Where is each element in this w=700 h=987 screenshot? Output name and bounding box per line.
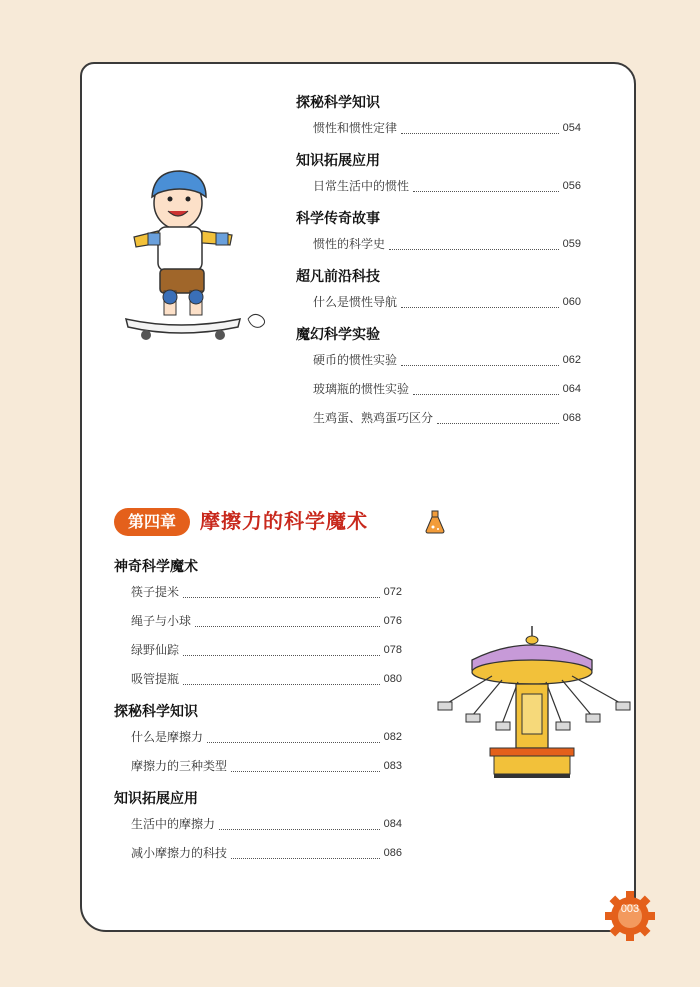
toc-leader-dots bbox=[183, 684, 380, 685]
carousel-illustration bbox=[432, 624, 636, 784]
toc-entry-page: 060 bbox=[561, 288, 581, 317]
toc-entry-title: 减小摩擦力的科技 bbox=[131, 846, 231, 860]
toc-entry[interactable] bbox=[114, 810, 402, 839]
toc-leader-dots bbox=[401, 307, 559, 308]
toc-entry[interactable] bbox=[296, 114, 581, 143]
toc-entry-page: 072 bbox=[382, 578, 402, 607]
toc-entry-title: 生活中的摩擦力 bbox=[131, 817, 219, 831]
toc-entry-page: 054 bbox=[561, 114, 581, 143]
toc-section-heading: 探秘科学知识 bbox=[114, 704, 198, 720]
toc-section-heading: 探秘科学知识 bbox=[296, 95, 380, 111]
toc-section-heading: 神奇科学魔术 bbox=[114, 559, 198, 575]
section-gap bbox=[114, 694, 402, 701]
toc-entry-title: 吸管提瓶 bbox=[131, 672, 183, 686]
toc-leader-dots bbox=[401, 365, 559, 366]
toc-leader-dots bbox=[231, 771, 380, 772]
toc-entry-title: 日常生活中的惯性 bbox=[313, 179, 413, 193]
toc-entry-title: 惯性和惯性定律 bbox=[313, 121, 401, 135]
toc-entry-title: 什么是摩擦力 bbox=[131, 730, 207, 744]
toc-leader-dots bbox=[219, 829, 380, 830]
toc-entry[interactable] bbox=[114, 607, 402, 636]
toc-entry[interactable] bbox=[296, 404, 581, 433]
toc-section-heading: 科学传奇故事 bbox=[296, 211, 380, 227]
toc-leader-dots bbox=[413, 394, 559, 395]
toc-section-heading: 超凡前沿科技 bbox=[296, 269, 380, 285]
toc-leader-dots bbox=[231, 858, 380, 859]
toc-entry-page: 078 bbox=[382, 636, 402, 665]
flask-icon bbox=[424, 510, 446, 534]
toc-entry-title: 筷子提米 bbox=[131, 585, 183, 599]
toc-entry-page: 076 bbox=[382, 607, 402, 636]
toc-leader-dots bbox=[183, 655, 380, 656]
toc-top bbox=[296, 92, 581, 433]
toc-leader-dots bbox=[389, 249, 559, 250]
toc-entry-title: 玻璃瓶的惯性实验 bbox=[313, 382, 413, 396]
toc-entry[interactable] bbox=[114, 839, 402, 868]
toc-entry[interactable] bbox=[296, 172, 581, 201]
section-gap bbox=[296, 259, 581, 266]
toc-entry-title: 生鸡蛋、熟鸡蛋巧区分 bbox=[313, 411, 437, 425]
toc-section-heading: 知识拓展应用 bbox=[296, 153, 380, 169]
toc-bottom bbox=[114, 556, 402, 868]
toc-section-heading: 知识拓展应用 bbox=[114, 791, 198, 807]
toc-entry-page: 084 bbox=[382, 810, 402, 839]
toc-entry[interactable] bbox=[114, 636, 402, 665]
toc-entry-page: 059 bbox=[561, 230, 581, 259]
toc-entry[interactable] bbox=[114, 578, 402, 607]
toc-entry-title: 什么是惯性导航 bbox=[313, 295, 401, 309]
toc-entry-page: 080 bbox=[382, 665, 402, 694]
section-gap bbox=[296, 143, 581, 150]
toc-entry-page: 056 bbox=[561, 172, 581, 201]
page-number: 003 bbox=[620, 903, 640, 915]
toc-leader-dots bbox=[401, 133, 559, 134]
toc-entry-title: 摩擦力的三种类型 bbox=[131, 759, 231, 773]
chapter-badge: 第四章 bbox=[114, 508, 190, 536]
toc-entry-page: 082 bbox=[382, 723, 402, 752]
toc-entry[interactable] bbox=[296, 346, 581, 375]
toc-entry-page: 086 bbox=[382, 839, 402, 868]
toc-entry-title: 惯性的科学史 bbox=[313, 237, 389, 251]
toc-entry-page: 083 bbox=[382, 752, 402, 781]
toc-entry[interactable] bbox=[114, 752, 402, 781]
chapter-title: 摩擦力的科学魔术 bbox=[200, 509, 368, 533]
toc-entry[interactable] bbox=[296, 230, 581, 259]
toc-section-heading: 魔幻科学实验 bbox=[296, 327, 380, 343]
toc-leader-dots bbox=[195, 626, 380, 627]
section-gap bbox=[114, 781, 402, 788]
skateboarder-illustration bbox=[120, 163, 270, 348]
toc-leader-dots bbox=[413, 191, 559, 192]
toc-entry-title: 硬币的惯性实验 bbox=[313, 353, 401, 367]
toc-entry[interactable] bbox=[114, 723, 402, 752]
toc-entry[interactable] bbox=[296, 375, 581, 404]
toc-entry-page: 064 bbox=[561, 375, 581, 404]
toc-entry-page: 062 bbox=[561, 346, 581, 375]
toc-entry-title: 绳子与小球 bbox=[131, 614, 195, 628]
toc-entry-page: 068 bbox=[561, 404, 581, 433]
section-gap bbox=[296, 201, 581, 208]
toc-entry-title: 绿野仙踪 bbox=[131, 643, 183, 657]
toc-leader-dots bbox=[437, 423, 559, 424]
gear-icon bbox=[604, 890, 656, 942]
toc-leader-dots bbox=[183, 597, 380, 598]
toc-entry[interactable] bbox=[114, 665, 402, 694]
section-gap bbox=[296, 317, 581, 324]
toc-entry[interactable] bbox=[296, 288, 581, 317]
toc-leader-dots bbox=[207, 742, 380, 743]
